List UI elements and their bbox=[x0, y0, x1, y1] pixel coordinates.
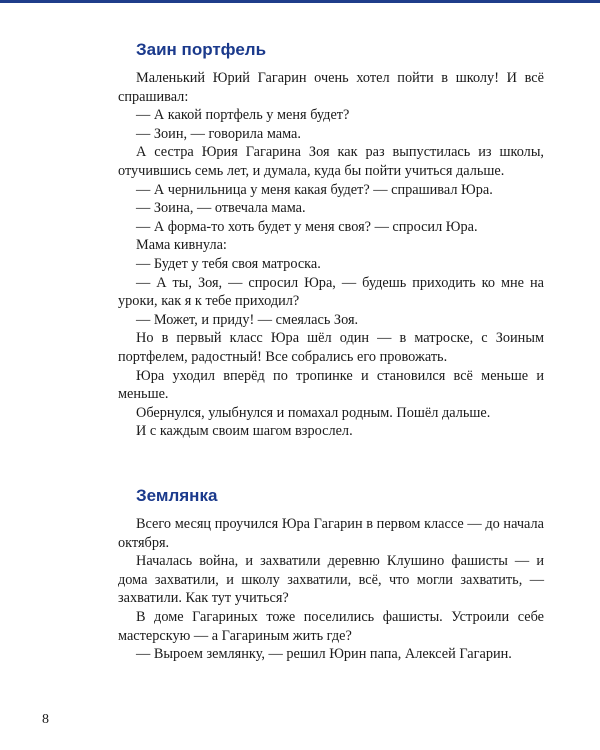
paragraph: — Выроем землянку, — решил Юрин папа, Алексей Гагарин. bbox=[136, 646, 512, 663]
paragraph: — А ты, Зоя, — спросил Юра, — будешь приходить ко мне на уроки, как я к тебе приходил? bbox=[118, 274, 544, 310]
section-heading: Землянка bbox=[136, 486, 218, 505]
paragraph: — А какой портфель у меня будет? bbox=[136, 107, 350, 124]
paragraph: И с каждым своим шагом взрослел. bbox=[136, 423, 353, 440]
paragraph: Всего месяц проучился Юра Гагарин в первом классе — до начала октября. bbox=[118, 516, 544, 551]
paragraph: Обернулся, улыбнулся и помахал родным. Пошёл дальше. bbox=[136, 404, 491, 421]
story-section-portfolio bbox=[118, 40, 544, 441]
page-number: 8 bbox=[42, 712, 49, 727]
paragraph: А сестра Юрия Гагарина Зоя как раз выпустилась из школы, отучившись семь лет, и думала, куда бы пойти учиться дальше. bbox=[118, 144, 544, 179]
section-heading: Заин портфель bbox=[136, 40, 267, 59]
paragraph: Но в первый класс Юра шёл один — в матроске, с Зоиным портфелем, радостный! Все собрались его провожать. bbox=[118, 330, 544, 365]
paragraph: — А чернильница у меня какая будет? — спрашивал Юра. bbox=[136, 181, 493, 198]
paragraph: — Будет у тебя своя матроска. bbox=[136, 255, 321, 272]
paragraph: Мама кивнула: bbox=[136, 237, 227, 254]
paragraph: Юра уходил вперёд по тропинке и становился всё меньше и меньше. bbox=[118, 367, 544, 403]
paragraph: — А форма-то хоть будет у меня своя? — спросил Юра. bbox=[136, 218, 478, 235]
paragraph: — Зоин, — говорила мама. bbox=[136, 125, 301, 142]
paragraph: — Зоина, — отвечала мама. bbox=[136, 200, 306, 217]
story-section-dugout bbox=[118, 486, 544, 664]
paragraph: Маленький Юрий Гагарин очень хотел пойти в школу! И всё спрашивал: bbox=[118, 70, 544, 105]
top-color-bar bbox=[0, 0, 600, 3]
paragraph: Началась война, и захватили деревню Клушино фашисты — и дома захватили, и школу захватили, всё, что могли захватить, — захватили. Как тут учиться? bbox=[118, 553, 544, 607]
paragraph: — Может, и приду! — смеялась Зоя. bbox=[136, 311, 359, 328]
paragraph: В доме Гагариных тоже поселились фашисты. Устроили себе мастерскую — а Гагариным жить где? bbox=[118, 608, 544, 644]
